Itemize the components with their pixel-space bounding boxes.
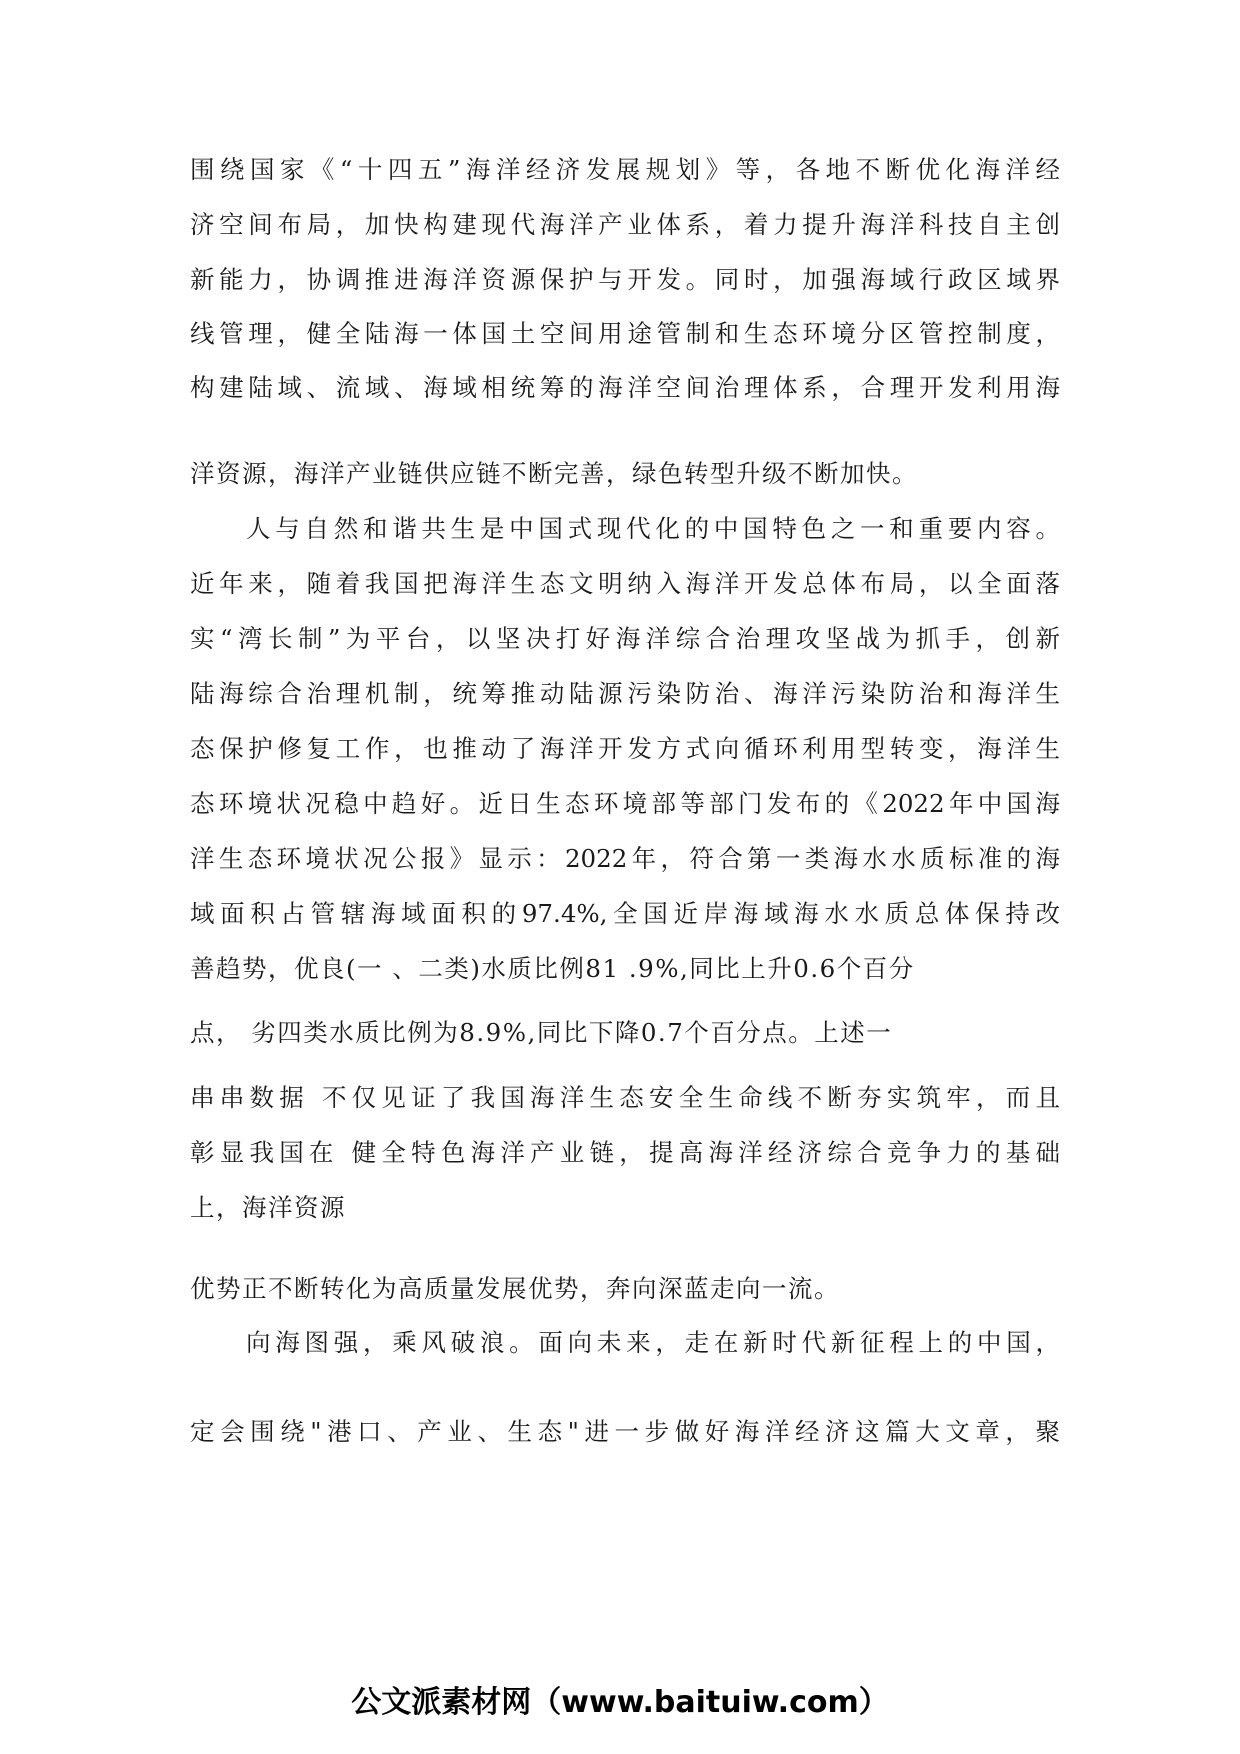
paragraph-first-line: 向海图强，乘风破浪。面向未来，走在新时代新征程上的中国， [246,1328,1060,1357]
paragraph-line: 域面积占管辖海域面积的97.4%,全国近岸海域海水水质总体保持改 [190,899,1060,928]
paragraph-line: 态环境状况稳中趋好。近日生态环境部等部门发布的《2022年中国海 [190,789,1060,818]
paragraph-line: 点， 劣四类水质比例为8.9%,同比下降0.7个百分点。上述一 [190,1018,893,1047]
paragraph-line: 上，海洋资源 [190,1193,346,1222]
paragraph-line: 实“湾长制”为平台，以坚决打好海洋综合治理攻坚战为抓手，创新 [190,624,1060,653]
paragraph-line: 定会围绕"港口、产业、生态"进一步做好海洋经济这篇大文章，聚 [190,1417,1060,1446]
paragraph-line: 优势正不断转化为高质量发展优势，奔向深蓝走向一流。 [190,1274,840,1303]
paragraph-line: 济空间布局，加快构建现代海洋产业体系，着力提升海洋科技自主创 [190,210,1060,239]
paragraph-line: 态保护修复工作，也推动了海洋开发方式向循环利用型转变，海洋生 [190,734,1060,763]
paragraph-line: 构建陆域、流域、海域相统筹的海洋空间治理体系，合理开发利用海 [190,373,1060,402]
paragraph-line: 彰显我国在 健全特色海洋产业链，提高海洋经济综合竞争力的基础 [190,1138,1060,1167]
paragraph-line: 串串数据 不仅见证了我国海洋生态安全生命线不断夯实筑牢，而且 [190,1083,1060,1112]
paragraph-first-line: 人与自然和谐共生是中国式现代化的中国特色之一和重要内容。 [246,514,1060,543]
footer-watermark-text: 公文派素材网（www.baituiw.com） [351,1685,889,1720]
paragraph-line: 线管理，健全陆海一体国土空间用途管制和生态环境分区管控制度， [190,319,1060,348]
paragraph-line: 陆海综合治理机制，统筹推动陆源污染防治、海洋污染防治和海洋生 [190,679,1060,708]
paragraph-line: 新能力，协调推进海洋资源保护与开发。同时，加强海域行政区域界 [190,265,1060,294]
paragraph-line: 围绕国家《“十四五”海洋经济发展规划》等，各地不断优化海洋经 [190,155,1060,184]
paragraph-line: 善趋势，优良(一 、二类)水质比例81 .9%,同比上升0.6个百分 [190,954,915,983]
paragraph-line: 近年来，随着我国把海洋生态文明纳入海洋开发总体布局，以全面落 [190,569,1060,598]
paragraph-line: 洋资源，海洋产业链供应链不断完善，绿色转型升级不断加快。 [190,459,918,488]
paragraph-line: 洋生态环境状况公报》显示：2022年，符合第一类海水水质标准的海 [190,844,1060,873]
